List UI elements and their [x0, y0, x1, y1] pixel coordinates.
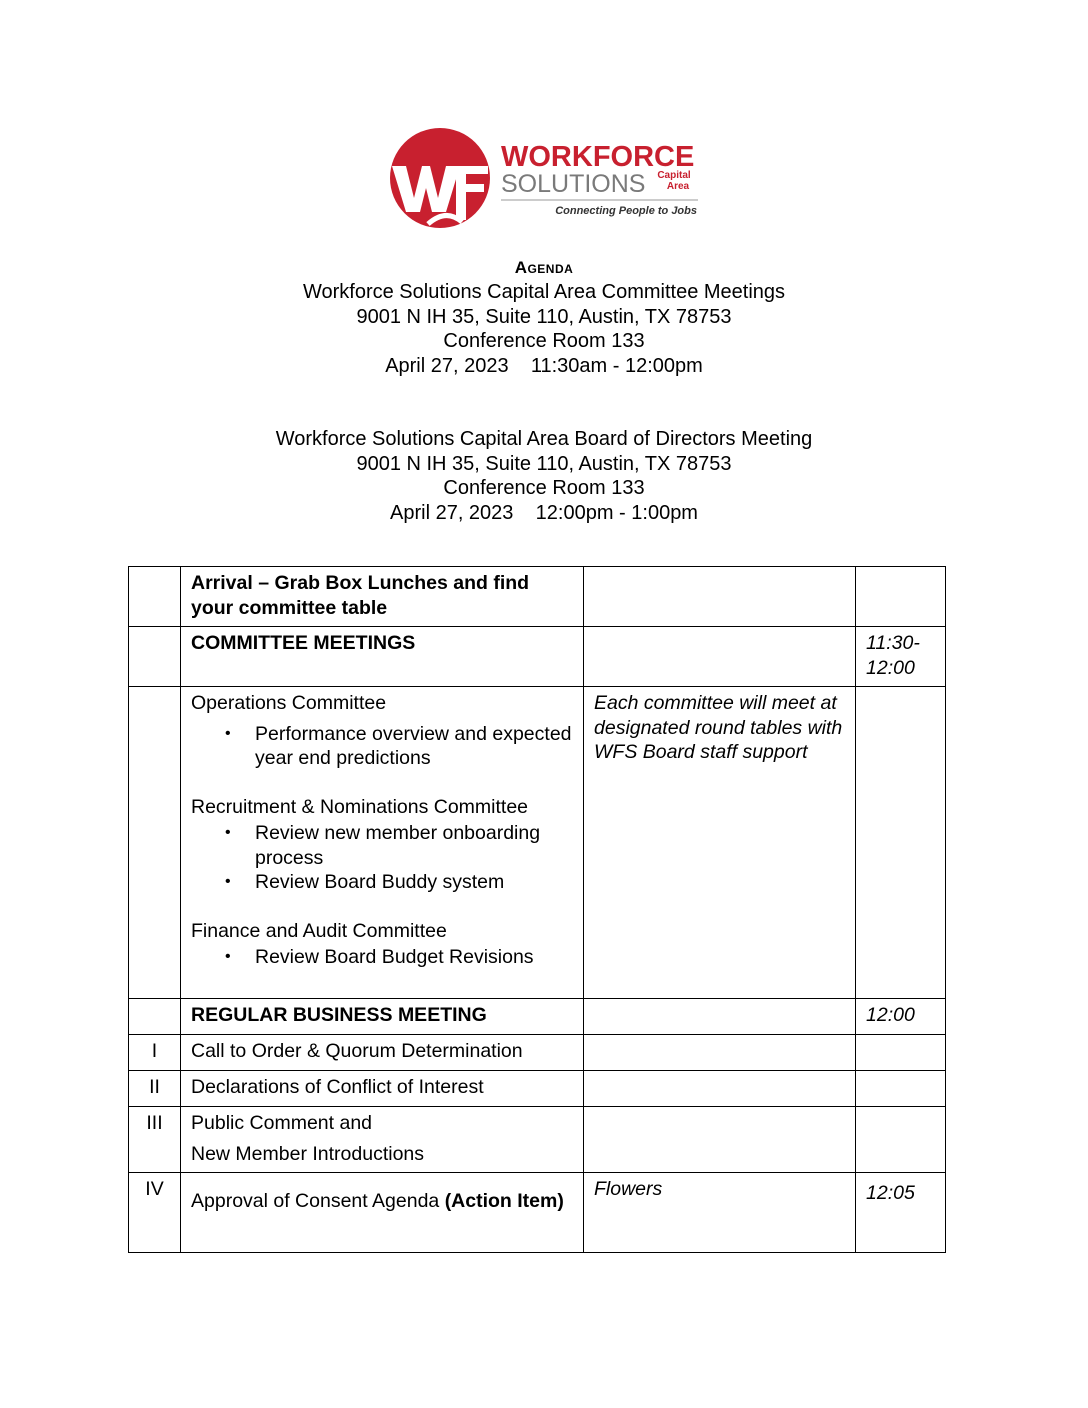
board-meeting-header: [0, 427, 1088, 525]
finance-audit-committee: [191, 919, 573, 970]
workforce-solutions-logo: [388, 128, 700, 232]
committee-meeting-name: Workforce Solutions Capital Area Committee Meetings: [302, 281, 786, 303]
presenter-cell: [584, 1071, 856, 1107]
board-meeting-datetime: [0, 501, 1088, 526]
board-meeting-time: 12:00pm - 1:00pm: [535, 501, 698, 524]
item-number: III: [129, 1107, 181, 1173]
item-number-cell: [129, 999, 181, 1035]
item-title-text: Approval of Consent Agenda: [191, 1190, 440, 1212]
table-row: [129, 627, 946, 687]
item-title: [181, 1107, 584, 1173]
business-time: 12:00: [856, 999, 946, 1035]
agenda-table: [128, 566, 946, 1253]
item-title-line: Public Comment and: [191, 1112, 373, 1134]
presenter-cell: [584, 999, 856, 1035]
business-meeting-heading: REGULAR BUSINESS MEETING: [181, 999, 584, 1035]
committee-meetings-heading: COMMITTEE MEETINGS: [181, 627, 584, 687]
item-number: II: [129, 1071, 181, 1107]
recruitment-nominations-committee: [191, 795, 573, 895]
committee-meeting-room: Conference Room 133: [443, 330, 645, 352]
table-row: [129, 1071, 946, 1107]
logo-word-workforce: WORKFORCE: [501, 141, 695, 173]
committee-note: Each committee will meet at designated round tables with WFS Board staff support: [584, 687, 856, 999]
committee-name: Operations Committee: [191, 692, 387, 714]
time-cell: [856, 1107, 946, 1173]
item-number: I: [129, 1035, 181, 1071]
time-cell: [856, 1071, 946, 1107]
board-meeting-date: April 27, 2023: [390, 501, 514, 524]
committee-time: 11:30-12:00: [856, 627, 946, 687]
item-number-cell: [129, 627, 181, 687]
operations-committee: [191, 691, 573, 771]
presenter-cell: [584, 567, 856, 627]
item-title: Declarations of Conflict of Interest: [181, 1071, 584, 1107]
list-item: • Review new member onboarding process: [255, 821, 573, 870]
time-cell: [856, 1035, 946, 1071]
action-item-label: (Action Item): [444, 1190, 564, 1212]
table-row: [129, 1173, 946, 1253]
arrival-item: Arrival – Grab Box Lunches and find your committee table: [181, 567, 584, 627]
list-item: • Review Board Buddy system: [255, 870, 573, 895]
item-title: Call to Order & Quorum Determination: [181, 1035, 584, 1071]
committee-meeting-address: 9001 N IH 35, Suite 110, Austin, TX 78753: [356, 305, 732, 328]
table-row: [129, 1035, 946, 1071]
committee-name: Finance and Audit Committee: [191, 919, 447, 942]
time-cell: [856, 567, 946, 627]
time-cell: [856, 687, 946, 999]
table-row: [129, 567, 946, 627]
item-number: IV: [129, 1173, 181, 1253]
table-row: [129, 1107, 946, 1173]
table-row: [129, 999, 946, 1035]
committee-list: [181, 687, 584, 999]
list-item: • Review Board Budget Revisions: [255, 945, 573, 970]
committee-meeting-header: [0, 280, 1088, 378]
agenda-title: Agenda: [514, 258, 574, 277]
item-title: [181, 1173, 584, 1253]
committee-meeting-date: April 27, 2023: [385, 354, 509, 377]
item-presenter: Flowers: [584, 1173, 856, 1253]
board-meeting-room: Conference Room 133: [443, 477, 645, 499]
item-title-line: New Member Introductions: [191, 1142, 425, 1165]
list-item: • Performance overview and expected year end predictions: [255, 722, 573, 771]
logo-tagline: Connecting People to Jobs: [555, 205, 697, 217]
committee-meeting-time: 11:30am - 12:00pm: [530, 354, 703, 377]
board-meeting-address: 9001 N IH 35, Suite 110, Austin, TX 78753: [356, 452, 732, 475]
committee-name: Recruitment & Nominations Committee: [191, 795, 529, 818]
presenter-cell: [584, 627, 856, 687]
presenter-cell: [584, 1107, 856, 1173]
logo-region: Capital Area: [657, 170, 691, 192]
table-row: [129, 687, 946, 999]
committee-meeting-datetime: [0, 354, 1088, 379]
logo-word-solutions: SOLUTIONS: [501, 170, 646, 198]
item-time: 12:05: [856, 1173, 946, 1253]
item-number-cell: [129, 567, 181, 627]
board-meeting-name: Workforce Solutions Capital Area Board of Directors Meeting: [275, 428, 813, 450]
presenter-cell: [584, 1035, 856, 1071]
item-number-cell: [129, 687, 181, 999]
